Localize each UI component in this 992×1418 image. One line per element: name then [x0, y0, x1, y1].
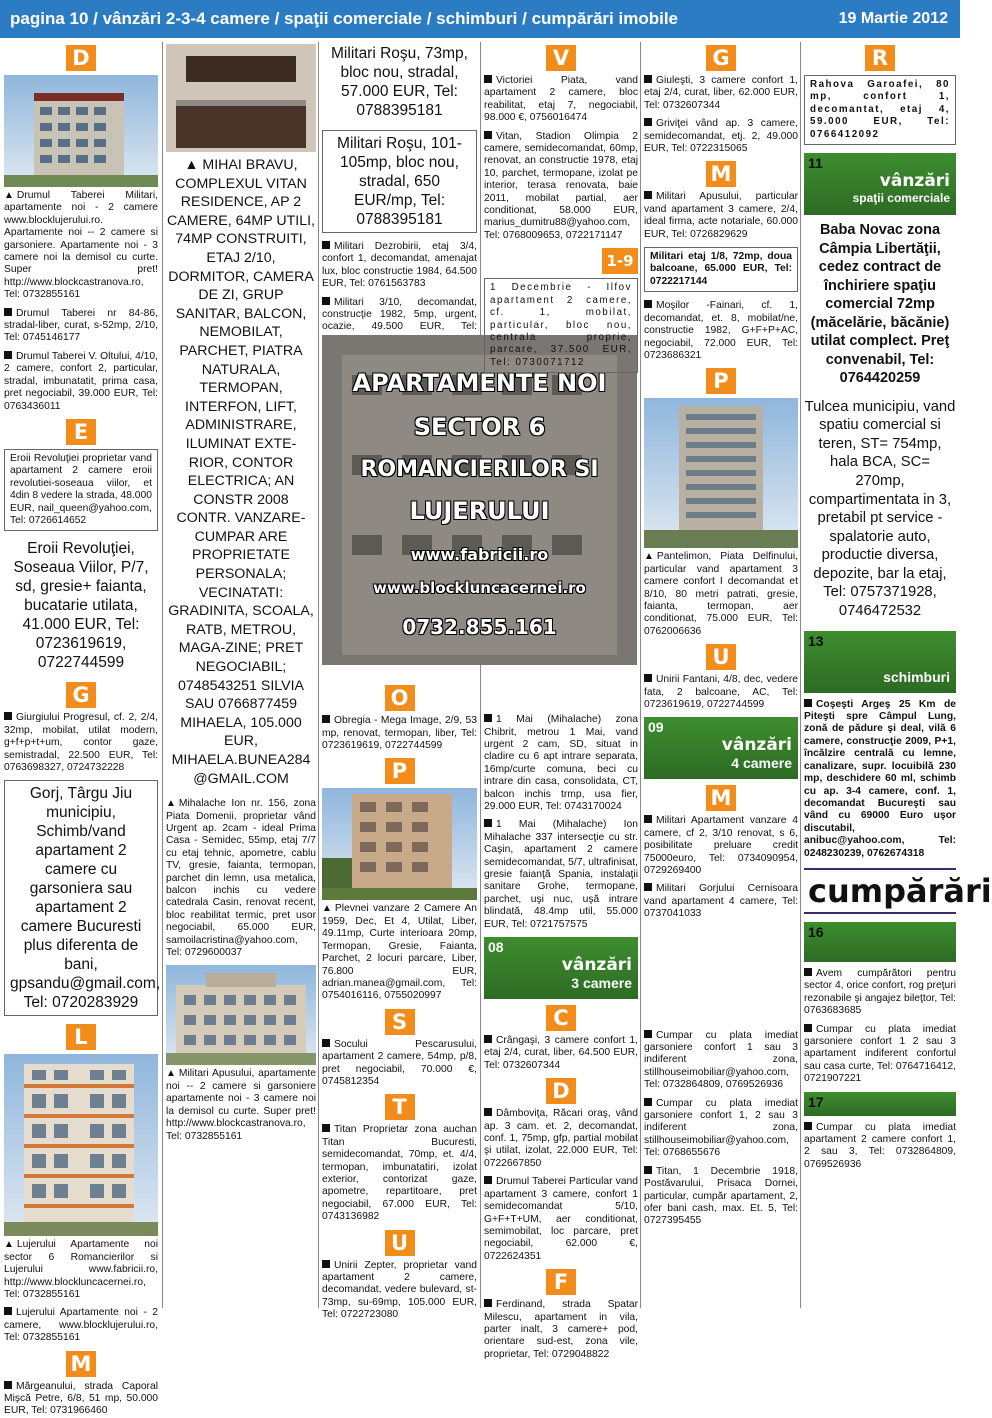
tall-building-illustration: [644, 398, 798, 548]
residence-illustration: [166, 965, 316, 1065]
tower-illustration: [4, 1054, 158, 1236]
listing-ad: Dâmboviţa, Răcari oraş, vând ap. 3 cam. et. 2, decomandat, conf. 1, 75mp, gfp, partial mobilat şi utilat, izolat, 22.000 EUR, Tel: 0722667850: [484, 1108, 638, 1169]
square-bullet-icon: [804, 699, 812, 707]
column-divider: [162, 42, 163, 1308]
building-illustration: [4, 75, 158, 187]
square-bullet-icon: [484, 1108, 492, 1116]
listing-ad: Mărgeanului, strada Caporal Mişcă Petre, 6/8, 51 mp, 50.000 EUR, Tel: 0731966460: [4, 1380, 158, 1417]
featured-ad: Gorj, Târgu Jiu municipiu, Schimb/vand apartament 2 camere cu garsoniera sau apartament 2 camere Bucuresti plus diferenta de bani, gpsandu@gmail.com, Tel: 0720283929: [4, 780, 158, 1016]
listing-ad: Obregia - Mega Image, 2/9, 53 mp, renovat, termopan, liber, Tel: 0723619619, 0722744599: [322, 715, 477, 752]
banner-line: ROMANCIERILOR SI: [360, 457, 599, 482]
listing-ad: Eroii Revoluţiei proprietar vand apartament 2 camere eroii revolutiei-soseaua viilor, et 4din 8 vedere la strada, 48.000 EUR, nail_queen@yahoo.com, Tel: 0726614652: [4, 449, 158, 531]
square-bullet-icon: [644, 674, 652, 682]
building-photo: [166, 965, 316, 1065]
building-photo: [4, 75, 158, 187]
letter-badge-d: D: [546, 1078, 576, 1104]
section-title: vânzări: [721, 735, 792, 756]
listing-ad: Rahova Garoafei, 80 mp, confort 1, decomantat, etaj 4, 59.000 EUR, Tel: 0766412092: [804, 75, 956, 145]
section-header-exchanges: [804, 631, 956, 693]
section-subtitle: 3 camere: [571, 975, 632, 992]
square-bullet-icon: [484, 1299, 492, 1307]
featured-ad: Eroii Revoluţiei, Soseaua Viilor, P/7, sd, gresie+ faianta, bucatarie utilata, 41.000 EUR, Tel: 0723619619, 0722744599: [13, 540, 149, 672]
page-header: [0, 0, 960, 38]
square-bullet-icon: [322, 715, 330, 723]
listing-ad: Crângaşi, 3 camere confort 1, etaj 2/4, curat, liber, 64.500 EUR, Tel: 0732607344: [484, 1035, 638, 1071]
listing-ad: Socului Pescarusului, apartament 2 camere, 54mp, p/8, pret negociabil, 70.000 €, 0745812354: [322, 1038, 477, 1087]
listing-ad: Militari etaj 1/8, 72mp, doua balcoane, 65.000 EUR, Tel: 0722217144: [644, 247, 798, 292]
letter-badge-o: O: [385, 685, 415, 711]
listing-ad: Victoriei Piata, vand apartament 2 camere, bloc reabilitat, etaj 7, negociabil, 98.000 €, 0756016474: [484, 75, 638, 124]
arrow-up-icon: ▲: [4, 1239, 14, 1251]
square-bullet-icon: [322, 1124, 330, 1132]
section-title: vânzări: [561, 955, 632, 976]
square-bullet-icon: [4, 351, 12, 359]
listing-ad: Cumpar cu plata imediat apartament 2 camere confort 1, 2 sau 3, Tel: 0732864809, 0769526936: [804, 1121, 956, 1170]
listing-ad: Vitan, Stadion Olimpia 2 camere, semidecomandat, 60mp, renovat, an constructie 1978, etaj 10, parchet, termopane, izolat pe interior, terasa renovata, baie 2011, mobilat partial, aer conditionat, 58.000 EUR, marius_dumitru88@yahoo.com, Tel: 0768009653, 0722171147: [484, 130, 638, 241]
section-number: 11: [808, 155, 823, 172]
column-4: [484, 42, 638, 1360]
section-number: 17: [808, 1093, 824, 1110]
square-bullet-icon: [4, 712, 12, 720]
range-badge: 1-9: [602, 248, 638, 274]
listing-ad: Cumpar cu plata imediat garsoniere confort 1 2 sau 3 apartament indiferent confortul sau casa curte, Tel: 0764716412, 0721907221: [804, 1023, 956, 1085]
letter-badge-m: M: [66, 1351, 96, 1377]
letter-badge-d: D: [66, 45, 96, 71]
listing-ad: Militari Apusului, particular vand apartament 3 camere, 2/4, ideal firma, acte notariale, 60.000 EUR, Tel: 0726829629: [644, 191, 798, 240]
listing-ad: Unirii Fantani, 4/8, dec, vedere fata, 2 balcoane, AC, Tel: 0723619619, 0722744599: [644, 674, 798, 710]
column-divider: [318, 42, 319, 1308]
square-bullet-icon: [644, 1030, 652, 1038]
listing-ad: ▲ Mihalache Ion nr. 156, zona Piata Domenii, proprietar vând Urgent ap. 2cam - ideal Prima Casa - Semidec, 55mp, etaj 7/7 cu etaj tehnic, apometre, cablu TV, gresie, faianta, termopan, parchet din lemn, usa metalica, balcon inchis cu vedere catedrala Casin, renovat recent, bloc reabilitat termic, pret usor negociabil, 65.000 EUR, samoilacristina@yahoo.com, Tel: 0729600037: [166, 798, 316, 959]
section-header-4-rooms: [644, 717, 798, 779]
column-divider: [640, 42, 641, 1308]
listing-ad: 1 Mai (Mihalache) zona Chibrit, metrou 1 Mai, vand urgent 2 cam, SD, situat in cladire cu 6 apt intrare separata, 16mp/curte comuna, beci cu intrare din casa, consolidata, CT, balcon inchis trmp, usa fier, 29.000 EUR, Tel: 0743170024: [484, 714, 638, 812]
square-bullet-icon: [804, 1024, 812, 1032]
listing-ad: ▲ Drumul Taberei Militari, apartamente noi - 2 camere www.blocklujerului.ro. Apartamente noi -- 2 camere si garsoniere. Apartamente noi - 3 camere noi la demisol cu curte. Super pret! http://www.blockcastranova.ro, Tel: 0732855161: [4, 190, 158, 301]
building-photo: [4, 1054, 158, 1236]
arrow-up-icon: ▲: [322, 903, 332, 915]
listing-ad: 1 Decembrie - Ilfov apartament 2 camere, cf. 1, mobilat, particular, bloc nou, centrala proprie, parcare, 37.500 EUR, Tel: 0730071712: [484, 278, 638, 373]
column-divider: [480, 42, 481, 1308]
column-divider: [800, 42, 801, 1308]
square-bullet-icon: [484, 1176, 492, 1184]
section-subtitle: spaţii comerciale: [852, 191, 950, 206]
letter-badge-m: M: [706, 161, 736, 187]
listing-ad: Ferdinand, strada Spatar Milescu, apartament in vila, parter inalt, 3 camere+ pod, orientare sud-est, zona vile, proprietar, Tel: 0729048822: [484, 1299, 638, 1360]
column-2: [166, 42, 316, 1308]
listing-ad: Militari Dezrobirii, etaj 3/4, confort 1, decomandat, amenajat lux, bloc constructie 1984, 64.500 EUR, Tel: 0761563783: [322, 241, 477, 290]
letter-badge-l: L: [66, 1024, 96, 1050]
kitchen-illustration: [166, 44, 316, 152]
section-title-purchases: cumpărări: [804, 868, 956, 914]
square-bullet-icon: [644, 815, 652, 823]
square-bullet-icon: [644, 191, 652, 199]
square-bullet-icon: [804, 1122, 812, 1130]
page-date: 19 Martie 2012: [838, 10, 948, 27]
listing-ad: Militari Apartament vanzare 4 camere, cf 2, 3/10 renovat, s 6, posibilitate preluare credit 75000euro, Tel: 0734090954, 0729269400: [644, 815, 798, 876]
banner-link[interactable]: www.fabricii.ro: [410, 545, 549, 564]
letter-badge-c: C: [546, 1005, 576, 1031]
letter-badge-e: E: [66, 419, 96, 445]
listing-ad: ▲ Militari Apusului, apartamente noi -- 2 camere si garsoniere apartamente noi - 3 camere noi la demisol cu curte. Super pret! http://www.blockcastranova.ro, Tel: 0732855161: [166, 1068, 316, 1142]
section-subtitle: 4 camere: [731, 755, 792, 772]
section-number: 16: [808, 923, 824, 940]
square-bullet-icon: [644, 75, 652, 83]
column-5: [644, 42, 798, 1308]
letter-badge-f: F: [546, 1269, 576, 1295]
square-bullet-icon: [484, 131, 492, 139]
banner-line: LUJERULUI: [409, 497, 550, 525]
letter-badge-v: V: [546, 45, 576, 71]
square-bullet-icon: [484, 1035, 492, 1043]
letter-badge-p: P: [385, 758, 415, 784]
column-1: [4, 42, 161, 1417]
square-bullet-icon: [804, 968, 812, 976]
section-number: 09: [648, 719, 664, 736]
square-bullet-icon: [322, 297, 330, 305]
square-bullet-icon: [4, 308, 12, 316]
featured-ad: Tulcea municipiu, vand spatiu comercial si teren, ST= 754mp, hala BCA, SC= 270mp, compartimentata in 3, pretabil pt service - spalatorie auto, productie diversa, depozite, bar la etaj, Tel: 0757371928, 0746472532: [804, 398, 956, 620]
listing-ad: Giurgiului Progresul, cf. 2, 2/4, 32mp, mobilat, utilat modern, g+f+p+t+um, contor gaze, semistradal, 22.500 EUR, Tel: 0763698327, 0724732228: [4, 712, 158, 773]
letter-badge-t: T: [385, 1094, 415, 1120]
square-bullet-icon: [644, 1098, 652, 1106]
listing-ad: Griviţei vând ap. 3 camere, semidecomandat, etj. 2, 49.000 EUR, Tel: 0722315065: [644, 118, 798, 155]
listing-ad: 1 Mai (Mihalache) Ion Mihalache 337 intersecţie cu str. Caşin, apartament 2 camere semidecomandat, 5/7, ultrafinisat, gresie faianţă Spania, instalaţii sanitare Grohe, termopane, parchet, uşi nuc, uşă intrare blindată, 48.4mp util, 55.000 EUR, Tel: 0721757575: [484, 819, 638, 930]
square-bullet-icon: [322, 241, 330, 249]
square-bullet-icon: [4, 1381, 12, 1389]
section-subtitle: schimburi: [883, 668, 950, 685]
square-bullet-icon: [484, 714, 492, 722]
arrow-up-icon: ▲: [644, 551, 654, 563]
arrow-up-icon: ▲: [184, 157, 203, 173]
section-header-3-rooms: [484, 937, 638, 999]
featured-ad: Militari Roşu, 101-105mp, bloc nou, stradal, 650 EUR/mp, Tel: 0788395181: [322, 130, 477, 233]
listing-ad: Drumul Taberei nr 84-86, stradal-liber, curat, s-52mp, 2/10, Tel: 0745146177: [4, 307, 158, 344]
column-3: [322, 42, 477, 1321]
banner-line: SECTOR 6: [413, 413, 546, 441]
listing-ad: Giuleşti, 3 camere confort 1, etaj 2/4, curat, liber, 62.000 EUR, Tel: 0732607344: [644, 75, 798, 111]
listing-ad: Cumpar cu plata imediat garsoniere confort 1, 2 sau 3 indiferent zona, stillhouseimobiliar@yahoo.com, Tel: 0768655676: [644, 1097, 798, 1159]
letter-badge-p: P: [706, 368, 736, 394]
square-bullet-icon: [484, 819, 492, 827]
building-photo: [644, 398, 798, 548]
building-photo: [322, 788, 477, 900]
featured-ad: Militari Roşu, 73mp, bloc nou, stradal, 57.000 EUR, Tel: 0788395181: [331, 45, 468, 119]
section-number: 13: [808, 632, 824, 649]
listing-ad: ▲ Plevnei vanzare 2 Camere An 1959, Dec, Et 4, Utilat, Liber, 49.11mp, Curte interioara 20mp, Termopan, Gresie, Faianta, Parchet, 2 locuri parcare, Liber, 76.800 EUR, adrian.manea@gmail.com, Tel: 0754016116, 0755020997: [322, 903, 477, 1002]
listing-ad: Titan Proprietar zona auchan Titan Bucuresti, semidecomandat, 70mp, et. 4/4, termopan, imbunatatiri, izolat exterior, contorizat gaze, apometre, repartitoare, pret negociabil, 67.000 EUR, Tel: 0743136982: [322, 1124, 477, 1223]
letter-badge-m: M: [706, 785, 736, 811]
square-bullet-icon: [484, 75, 492, 83]
interior-photo: [166, 44, 316, 152]
banner-phone: 0732.855.161: [402, 615, 557, 639]
listing-ad: Lujerului Apartamente noi - 2 camere, www.blocklujerului.ro, Tel: 0732855161: [4, 1307, 158, 1344]
banner-link[interactable]: www.blockluncacernei.ro: [373, 579, 586, 597]
square-bullet-icon: [644, 883, 652, 891]
listing-ad: Coşeşti Argeş 25 Km de Piteşti spre Câmpul Lung, zonă de pădure şi deal, vilă 6 camere, construcţie 2009, P+1, încălzire centrală cu lemne, canalizare, supr. locuibilă 230 mp, deschidere 60 ml, schimb cu ap. 3-4 camere, conf. 1, decomandat Bucureşti sau vând cu 69000 Euro uşor discutabil, anibuc@yahoo.com, Tel: 0248230239, 0762674318: [804, 698, 956, 859]
column-6: [804, 42, 992, 1308]
listing-ad: ▲ Pantelimon, Piata Delfinului, particular vand apartament 3 camere confort I decomandat et 8/10, 80 metri patrati, gresie, faianta, termopan, aer conditionat, 75.000 EUR, Tel: 0762006636: [644, 551, 798, 637]
arrow-up-icon: ▲: [4, 190, 14, 201]
section-title: vânzări: [879, 171, 950, 192]
featured-ad: ▲ MIHAI BRAVU, COMPLEXUL VITAN RESIDENCE, AP 2 CAMERE, 64MP UTILI, 74MP CONSTRUITI, ETAJ 2/10, DORMITOR, CAMERA DE ZI, GRUP SANITAR, BALCON, NEMOBILAT, PARCHET, PIATRA NATURALA, TERMOPAN, INTERFON, LIFT, ADMINISTRARE, ILUMINAT EXTE-RIOR, CONTOR ELECTRICA; AN CONSTR 2008 CONTR. VANZARE-CUMPAR ARE PROPRIETATE PERSONALA; VECINATATI: GRADINITA, SCOALA, RATB, METROU, MAGA-ZINE; PRET NEGOCIABIL; 0748543251 SILVIA SAU 0766877459 MIHAELA, 105.000 EUR, MIHAELA.BUNEA284 @GMAIL.COM: [167, 157, 315, 787]
listing-ad: Cumpar cu plata imediat garsoniere confort 1 sau 3 indiferent zona, stillhouseimobiliar@yahoo.com, Tel: 0732864809, 0769526936: [644, 1029, 798, 1091]
letter-badge-g: G: [66, 682, 96, 708]
listing-ad: Drumul Taberei V. Oltului, 4/10, 2 camere, confort 2, particular, stradal, imbunatatit, prima casa, pret negociabil, 39.000 EUR, Tel: 0763436011: [4, 350, 158, 412]
listing-ad: Militari Gorjului Cernisoara vand apartament 4 camere, Tel: 0737041033: [644, 883, 798, 920]
letter-badge-g: G: [706, 45, 736, 71]
listing-ad: Drumul Taberei Particular vand apartament 3 camere, confort 1 semidecomandat 5/10, G+F+T+UM, aer conditionat, semimobilat, loc parcare, pret negociabil, 62.000 €, 0722624351: [484, 1176, 638, 1262]
apartment-block-illustration: [322, 788, 477, 900]
section-number: 08: [488, 939, 504, 956]
page-title: pagina 10 / vânzări 2-3-4 camere / spaţii comerciale / schimburi / cumpărări imobile: [10, 9, 678, 28]
square-bullet-icon: [644, 1166, 652, 1174]
square-bullet-icon: [322, 1260, 330, 1268]
arrow-up-icon: ▲: [166, 1068, 176, 1080]
featured-ad: Baba Novac zona Câmpia Libertăţii, cedez contract de închiriere spaţiu comercial 72mp (măcelărie, băcănie) utilat complect. Preţ convenabil, Tel: 0764420259: [810, 222, 950, 387]
section-header-17: [804, 1092, 956, 1116]
section-header-commercial: [804, 153, 956, 215]
listing-ad: Avem cumpărători pentru sector 4, orice confort, rog preţuri rezonabile şi angajez bileţtor, Tel: 0763683685: [804, 967, 956, 1017]
square-bullet-icon: [4, 1307, 12, 1315]
square-bullet-icon: [322, 1039, 330, 1047]
letter-badge-u: U: [385, 1230, 415, 1256]
letter-badge-s: S: [385, 1009, 415, 1035]
square-bullet-icon: [644, 118, 652, 126]
listing-ad: Unirii Zepter, proprietar vand apartament 2 camere, decomandat, vedere bulevard, st-73mp, su-69mp, 105.000 EUR, Tel: 0722723080: [322, 1259, 477, 1321]
listing-ad: Titan, 1 Decembrie 1918, Postăvarului, Prisaca Dornei, particular, cumpăr apartament, 2, ofer bani cash, max. Et. 5, Tel: 0727395455: [644, 1165, 798, 1227]
listing-ad: Militari 3/10, decomandat, construcţie 1982, 5mp, urgent, ocazie, 49.500 EUR, Tel:: [322, 296, 477, 333]
banner-line: APARTAMENTE NOI: [352, 369, 607, 397]
arrow-up-icon: ▲: [166, 798, 176, 810]
listing-ad: Moşilor -Fainari, cf. 1, decomandat, et. 8, mobilat/ne, constructie 1982, G+F+P+AC, negociabil, 72.000 EUR, Tel: 0723686321: [644, 300, 798, 361]
listing-ad: ▲ Lujerului Apartamente noi sector 6 Romancierilor si Lujerului www.fabricii.ro, http://www.blockluncacernei.ro, Tel: 0732855161: [4, 1239, 158, 1300]
section-header-16: [804, 922, 956, 962]
square-bullet-icon: [644, 300, 652, 308]
letter-badge-r: R: [865, 45, 895, 71]
letter-badge-u: U: [706, 644, 736, 670]
